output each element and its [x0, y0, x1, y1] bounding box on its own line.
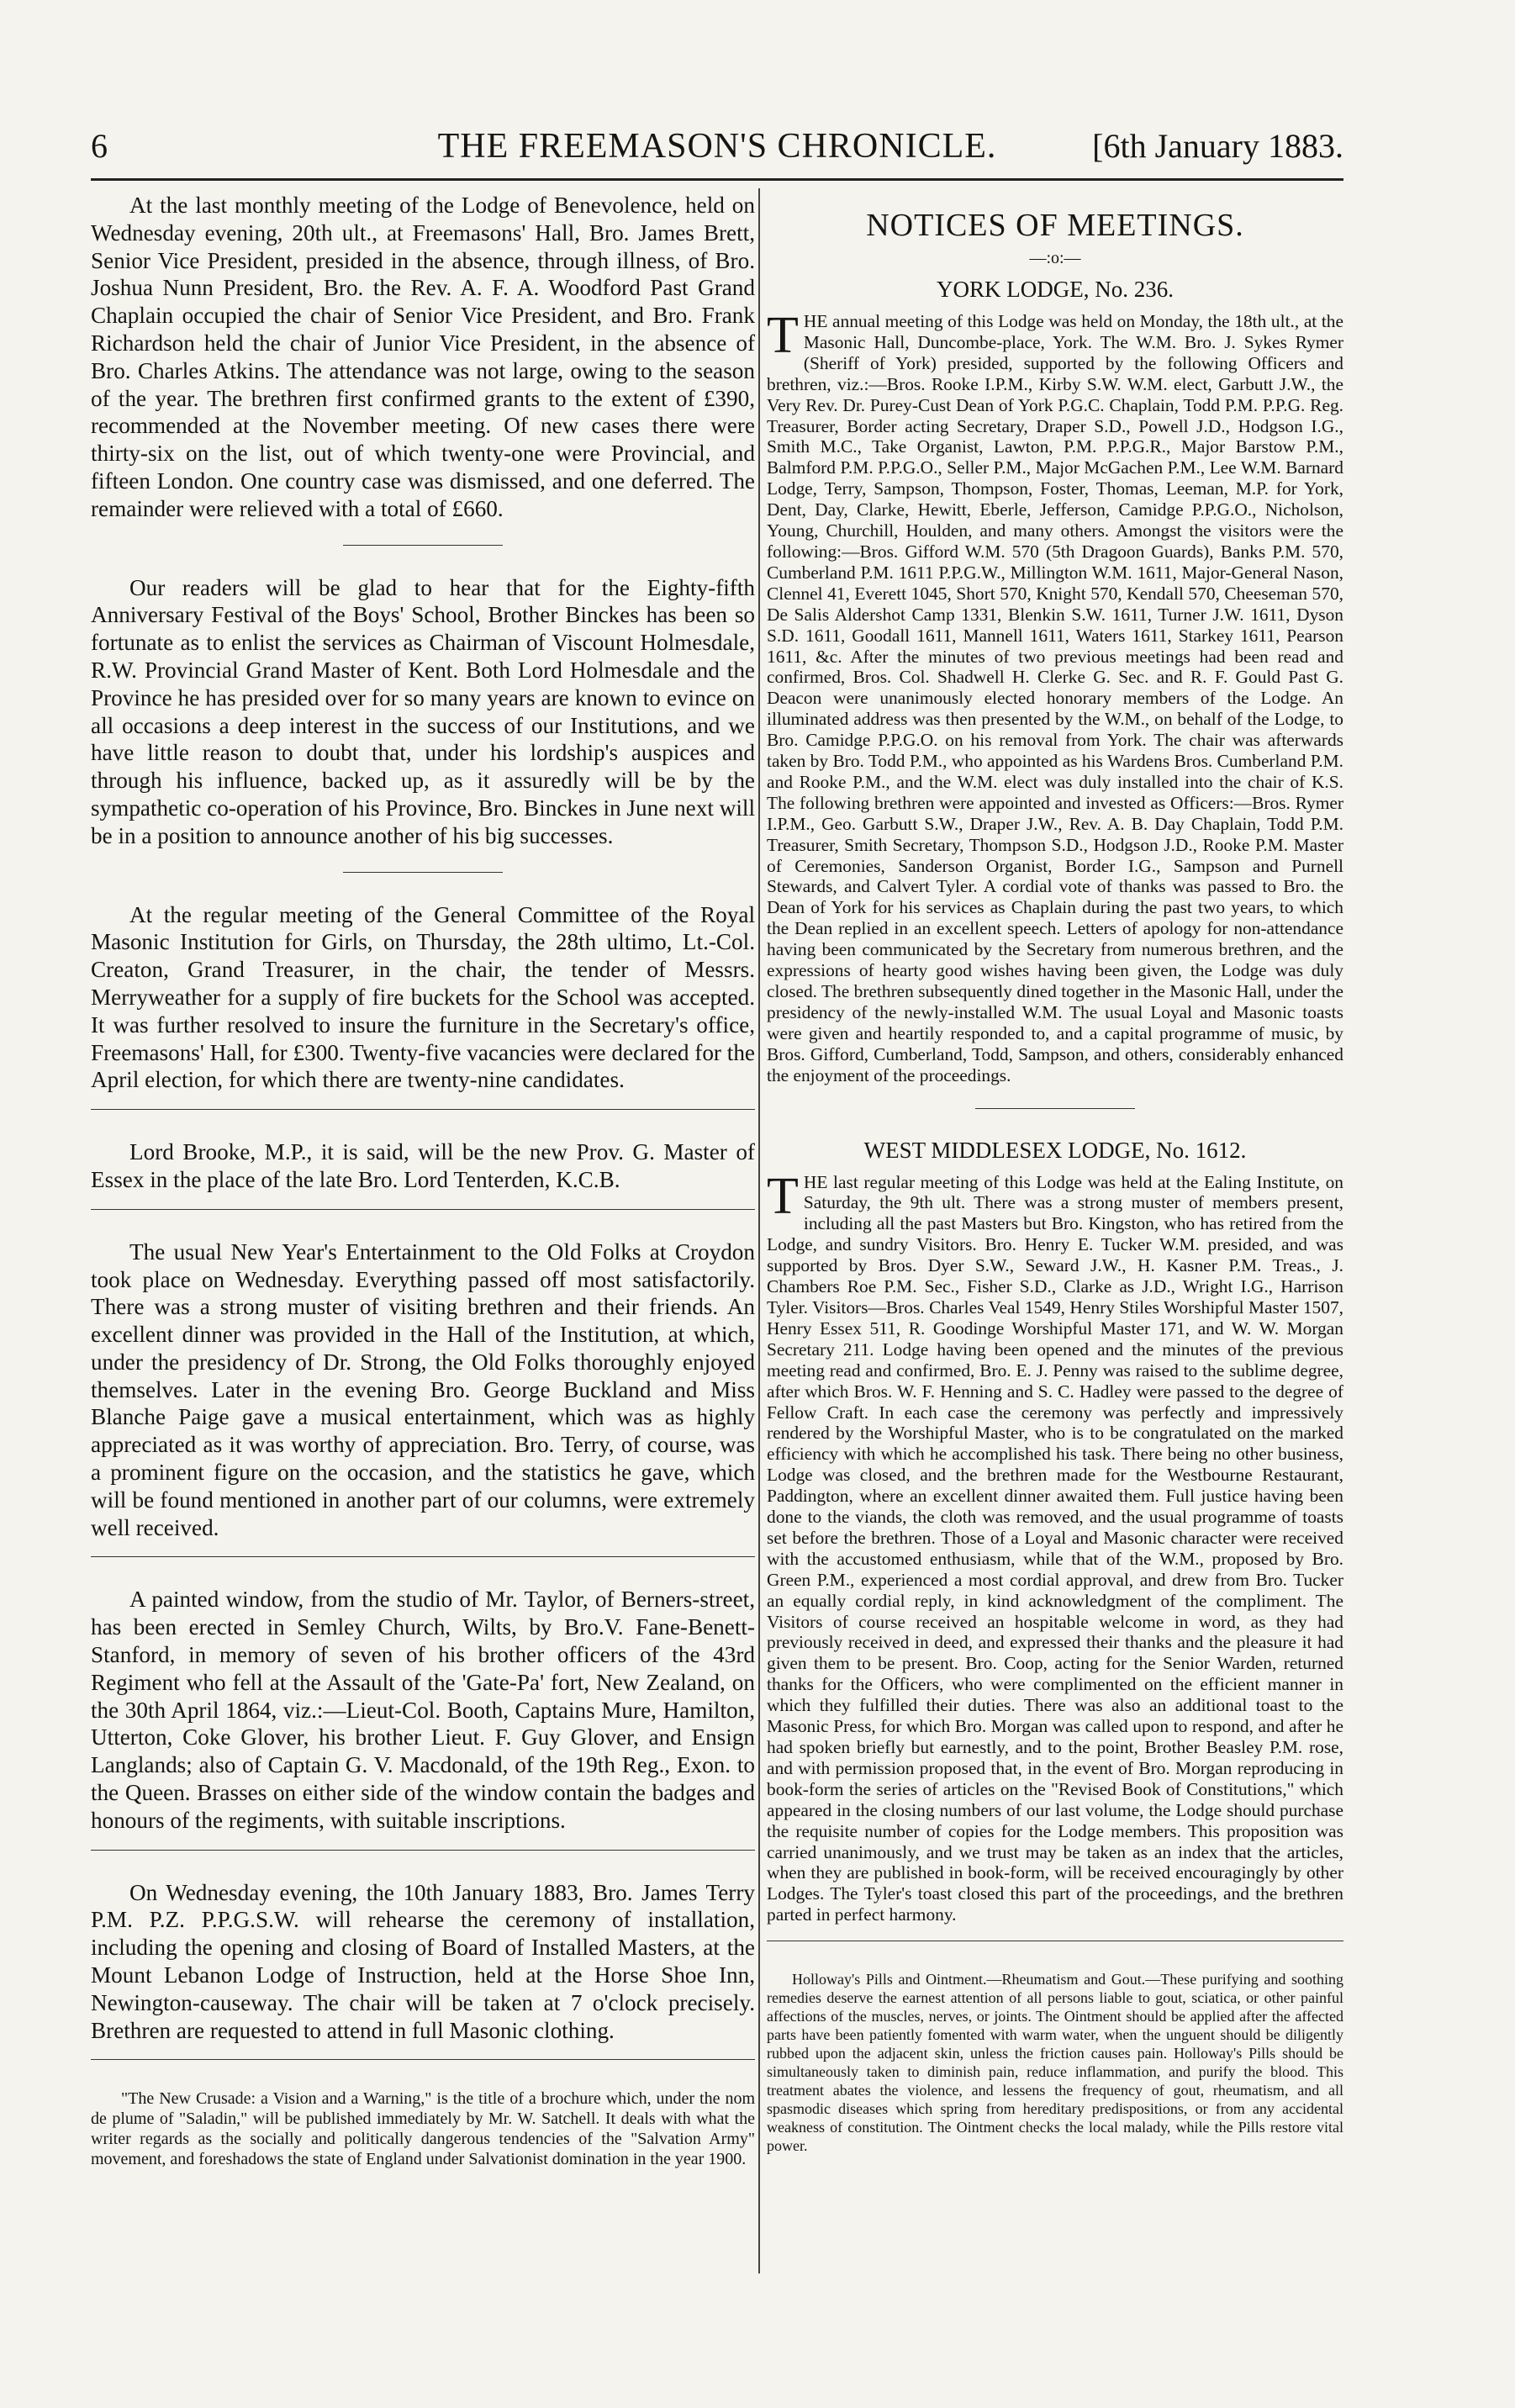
paragraph-girls-institution: At the regular meeting of the General Committee of the Royal Masonic Institution for Girls, on Thursday, the 28th ultimo, Lt.-Col. Creaton, Grand Treasurer, in the chair, the tender of Messrs. Merryweather for a supply of fire buckets for the School was accepted. It was further resolved to insure the furniture in the Secretary's office, Freemasons' Hall, for £300. Twenty-five vacancies were declared for the April election, for which there are twenty-nine candidates. — [91, 901, 755, 1093]
section-rule — [975, 1108, 1135, 1109]
west-middlesex-lodge-title: WEST MIDDLESEX LODGE, No. 1612. — [863, 1137, 1247, 1163]
paragraph-painted-window: A painted window, from the studio of Mr. Taylor, of Berners-street, has been erected in Semley Church, Wilts, by Bro.V. Fane-Benett-Stanford, in memory of seven of his brother officers of the 43rd Regiment who fell at the Assault of the 'Gate-Pa' fort, New Zealand, on the 30th April 1864, viz.:—Lieut-Col. Booth, Captains Mure, Hamilton, Utterton, Coke Glover, his brother Lieut. F. Guy Glover, and Ensign Langlands; also of Captain G. V. Macdonald, of the 19th Reg., Exon. to the Queen. Brasses on either side of the window contain the badges and honours of the regiments, with suitable inscriptions. — [91, 1587, 755, 1833]
section-rule — [91, 1209, 755, 1210]
paragraph-lord-brooke: Lord Brooke, M.P., it is said, will be the new Prov. G. Master of Essex in the place of the late Bro. Lord Tenterden, K.C.B. — [91, 1139, 755, 1192]
drop-cap: T — [767, 1167, 799, 1225]
holloway-advertisement: Holloway's Pills and Ointment.—Rheumatism and Gout.—These purifying and soothing remedies deserve the earnest attention of all persons liable to gout, sciatica, or other painful affections of the muscles, nerves, or joints. The Ointment should be applied after the affected parts have been patiently fomented with warm water, when the unguent should be diligently rubbed upon the adjacent skin, unless the friction causes pain. Holloway's Pills should be simultaneously taken to diminish pain, reduce inflammation, and purify the blood. This treatment abates the violence, and lessens the frequency of gout, rheumatism, and all spasmodic diseases which spring from hereditary predispositions, or from any accidental weakness of constitution. The Ointment checks the local malady, while the Pills restore vital power. — [767, 1971, 1343, 2155]
ornament-separator: —:o:— — [1029, 249, 1081, 267]
west-middlesex-body: HE last regular meeting of this Lodge was held at the Ealing Institute, on Saturday, the 9th ult. There was a strong muster of members present, including all the past Masters but Bro. Kingston, who has retired from the Lodge, and sundry Visitors. Bro. Henry E. Tucker W.M. presided, and was supported by Bros. Dyer S.W., Seward J.W., H. Kasner P.M. Treas., J. Chambers Roe P.M. Sec., Fisher S.D., Clarke as J.D., Wright I.G., Harrison Tyler. Visitors—Bros. Charles Veal 1549, Henry Stiles Worshipful Master 1507, Henry Essex 511, R. Goodinge Worshipful Master 171, and W. W. Morgan Secretary 211. Lodge having been opened and the minutes of the previous meeting read and confirmed, Bro. E. J. Penny was raised to the sublime degree, after which Bros. W. F. Henning and S. C. Hadley were passed to the degree of Fellow Craft. In each case the ceremony was perfectly and impressively rendered by the Worshipful Master, who is to be congratulated on the marked efficiency with which he accomplished his task. There being no other business, Lodge was closed, and the brethren made for the Westbourne Restaurant, Paddington, where an excellent dinner awaited them. Full justice having been done to the viands, the cloth was removed, and the usual programme of toasts set before the brethren. Those of a Loyal and Masonic character were received with the accustomed enthusiasm, while that of the W.M., proposed by Bro. Green P.M., experienced a most cordial approval, and drew from Bro. Tucker an equally cordial reply, in kind acknowledgment of the compliment. The Visitors of course received an hospitable welcome in word, as they had previously received in deed, and expressed their thanks and the pleasure it had given them to be present. Bro. Coop, acting for the Senior Warden, returned thanks for the Officers, who were complimented on the efficient manner in which they fulfilled their duties. There was also an additional toast to the Masonic Press, for which Bro. Morgan was called upon to respond, and after he had spoken briefly but earnestly, and to the point, Brother Beasley P.M. rose, and with permission proposed that, in the event of Bro. Morgan reproducing in book-form the series of articles on the "Revised Book of Constitutions," which appeared in the closing numbers of our last volume, the Lodge should purchase the requisite number of copies for the Lodge members. This proposition was carried unanimously, and we trust may be taken as an index that the articles, when they are published in book-form, will be received encouragingly by other Lodges. The Tyler's toast closed this part of the proceedings, and the brethren parted in perfect harmony. — [767, 1171, 1343, 1925]
issue-date: [6th January 1883. — [1092, 127, 1343, 165]
footnote-new-crusade: "The New Crusade: a Vision and a Warning," is the title of a brochure which, under the nom de plume of "Saladin," will be published immediately by Mr. W. Satchell. It deals with what the writer regards as the socially and politically dangerous tendencies of the "Salvation Army" movement, and foreshadows the state of England under Salvationist domination in the year 1900. — [91, 2089, 755, 2169]
section-rule — [343, 545, 503, 546]
section-rule — [91, 1850, 755, 1851]
right-column — [767, 192, 1343, 2155]
paragraph-lodge-of-benevolence: At the last monthly meeting of the Lodge of Benevolence, held on Wednesday evening, 20th ult., at Freemasons' Hall, Bro. James Brett, Senior Vice President, presided in the absence, through illness, of Bro. Joshua Nunn President, Bro. the Rev. A. F. A. Woodford Past Grand Chaplain occupied the chair of Senior Vice President, and Bro. Frank Richardson held the chair of Junior Vice President, in the absence of Bro. Charles Atkins. The attendance was not large, owing to the season of the year. The brethren first confirmed grants to the extent of £390, recommended at the November meeting. Of new cases there were thirty-six on the list, out of which twenty-one were Provincial, and fifteen London. One country case was dismissed, and one deferred. The remainder were relieved with a total of £660. — [91, 193, 755, 521]
column-divider — [758, 188, 760, 2273]
york-lodge-title: YORK LODGE, No. 236. — [937, 277, 1174, 302]
notices-heading: NOTICES OF MEETINGS. — [866, 208, 1244, 243]
header-rule — [91, 178, 1343, 181]
paragraph-old-folks-croydon: The usual New Year's Entertainment to the Old Folks at Croydon took place on Wednesday. Everything passed off most satisfactorily. There was a strong muster of visiting brethren and their friends. An excellent dinner was provided in the Hall of the Institution, at which, under the presidency of Dr. Strong, the Old Folks thoroughly enjoyed themselves. Later in the evening Bro. George Buckland and Miss Blanche Paige gave a musical entertainment, which was as highly appreciated as it was worthy of appreciation. Bro. Terry, of course, was a prominent figure on the occasion, and the statistics he gave, which will be found mentioned in another part of our columns, were extremely well received. — [91, 1238, 755, 1540]
page-header — [91, 126, 1343, 178]
york-lodge-report — [767, 307, 1343, 1086]
section-rule — [91, 1556, 755, 1557]
west-middlesex-report — [767, 1167, 1343, 1926]
page-number: 6 — [91, 127, 108, 165]
section-rule — [343, 872, 503, 873]
paragraph-boys-school-festival: Our readers will be glad to hear that for the Eighty-fifth Anniversary Festival of the Boys' School, Brother Binckes has been so fortunate as to enlist the services as Chairman of Viscount Holmesdale, R.W. Provincial Grand Master of Kent. Both Lord Holmesdale and the Province he has presided over for so many years are known to evince on all occasions a deep interest in the success of our Institutions, and we have little reason to doubt that, under his lordship's auspices and through his influence, backed up, as it assuredly will be by the sympathetic co-operation of his Province, Bro. Binckes in June next will be in a position to announce another of his big successes. — [91, 574, 755, 848]
york-lodge-body: HE annual meeting of this Lodge was held on Monday, the 18th ult., at the Masonic Hall, Duncombe-place, York. The W.M. Bro. J. Sykes Rymer (Sheriff of York) presided, supported by the following Officers and brethren, viz.:—Bros. Rooke I.P.M., Kirby S.W. W.M. elect, Garbutt J.W., the Very Rev. Dr. Purey-Cust Dean of York P.G.C. Chaplain, Todd P.M. P.P.G. Reg. Treasurer, Border acting Secretary, Draper S.D., Powell J.D., Hodgson I.G., Smith M.C., Take Organist, Lawton, P.M. P.P.G.R., Major Barstow P.M., Balmford P.M. P.P.G.O., Seller P.M., Major McGachen P.M., Lee W.M. Barnard Lodge, Terry, Sampson, Thompson, Foster, Thomas, Leeman, M.P. for York, Dent, Day, Clarke, Hewitt, Eberle, Jefferson, Camidge P.P.G.O., Nicholson, Young, Churchill, Houlden, and many others. Amongst the visitors were the following:—Bros. Gifford W.M. 570 (5th Dragoon Guards), Banks P.M. 570, Cumberland P.M. 1611 P.P.G.W., Millington W.M. 1611, Major-General Nason, Clennel 41, Everett 1045, Short 570, Knight 570, Kendall 570, Cheeseman 570, De Salis Aldershot Camp 1331, Blenkin S.W. 1611, Turner J.W. 1611, Dyson S.D. 1611, Goodall 1611, Mannell 1611, Waters 1611, Starkey 1611, Pearson 1611, &c. After the minutes of two previous meetings had been read and confirmed, Bros. Col. Shadwell H. Clerke G. Sec. and R. F. Gould Past G. Deacon were unanimously elected honorary members of the Lodge. An illuminated address was then presented by the W.M., on behalf of the Lodge, to Bro. Camidge P.P.G.O. on his removal from York. The chair was afterwards taken by Bro. Todd P.M., who appointed as his Wardens Bros. Cumberland P.M. and Rooke P.M., and the W.M. elect was duly installed into the chair of K.S. The following brethren were appointed and invested as Officers:—Bros. Rymer I.P.M., Geo. Garbutt S.W., Draper J.W., Rev. A. B. Day Chaplain, Todd P.M. Treasurer, Smith Secretary, Thompson S.D., Hodgson J.D., Rooke P.M. Master of Ceremonies, Sanderson Organist, Border I.G., Sampson and Purnell Stewards, and Calvert Tyler. A cordial vote of thanks was passed to Bro. the Dean of York for his services as Chaplain during the past two years, to which the Dean replied in an excellent speech. Letters of apology for non-attendance having been communicated by the Secretary from numerous brethren, and the expressions of hearty good wishes having been given, the Lodge was duly closed. The brethren subsequently dined together in the Masonic Hall, under the presidency of the newly-installed W.M. The usual Loyal and Masonic toasts were given and heartily responded to, and a capital programme of music, by Bros. Gifford, Cumberland, Todd, Sampson, and others, considerably enhanced the enjoyment of the proceedings. — [767, 311, 1343, 1085]
left-column — [91, 192, 755, 2169]
section-rule — [91, 2059, 755, 2060]
publication-title: THE FREEMASON'S CHRONICLE. — [437, 127, 997, 166]
section-rule — [91, 1109, 755, 1110]
drop-cap: T — [767, 307, 799, 364]
paragraph-mount-lebanon: On Wednesday evening, the 10th January 1883, Bro. James Terry P.M. P.Z. P.P.G.S.W. will rehearse the ceremony of installation, including the opening and closing of Board of Installed Masters, at the Mount Lebanon Lodge of Instruction, held at the Horse Shoe Inn, Newington-causeway. The chair will be taken at 7 o'clock precisely. Brethren are requested to attend in full Masonic clothing. — [91, 1879, 755, 2043]
